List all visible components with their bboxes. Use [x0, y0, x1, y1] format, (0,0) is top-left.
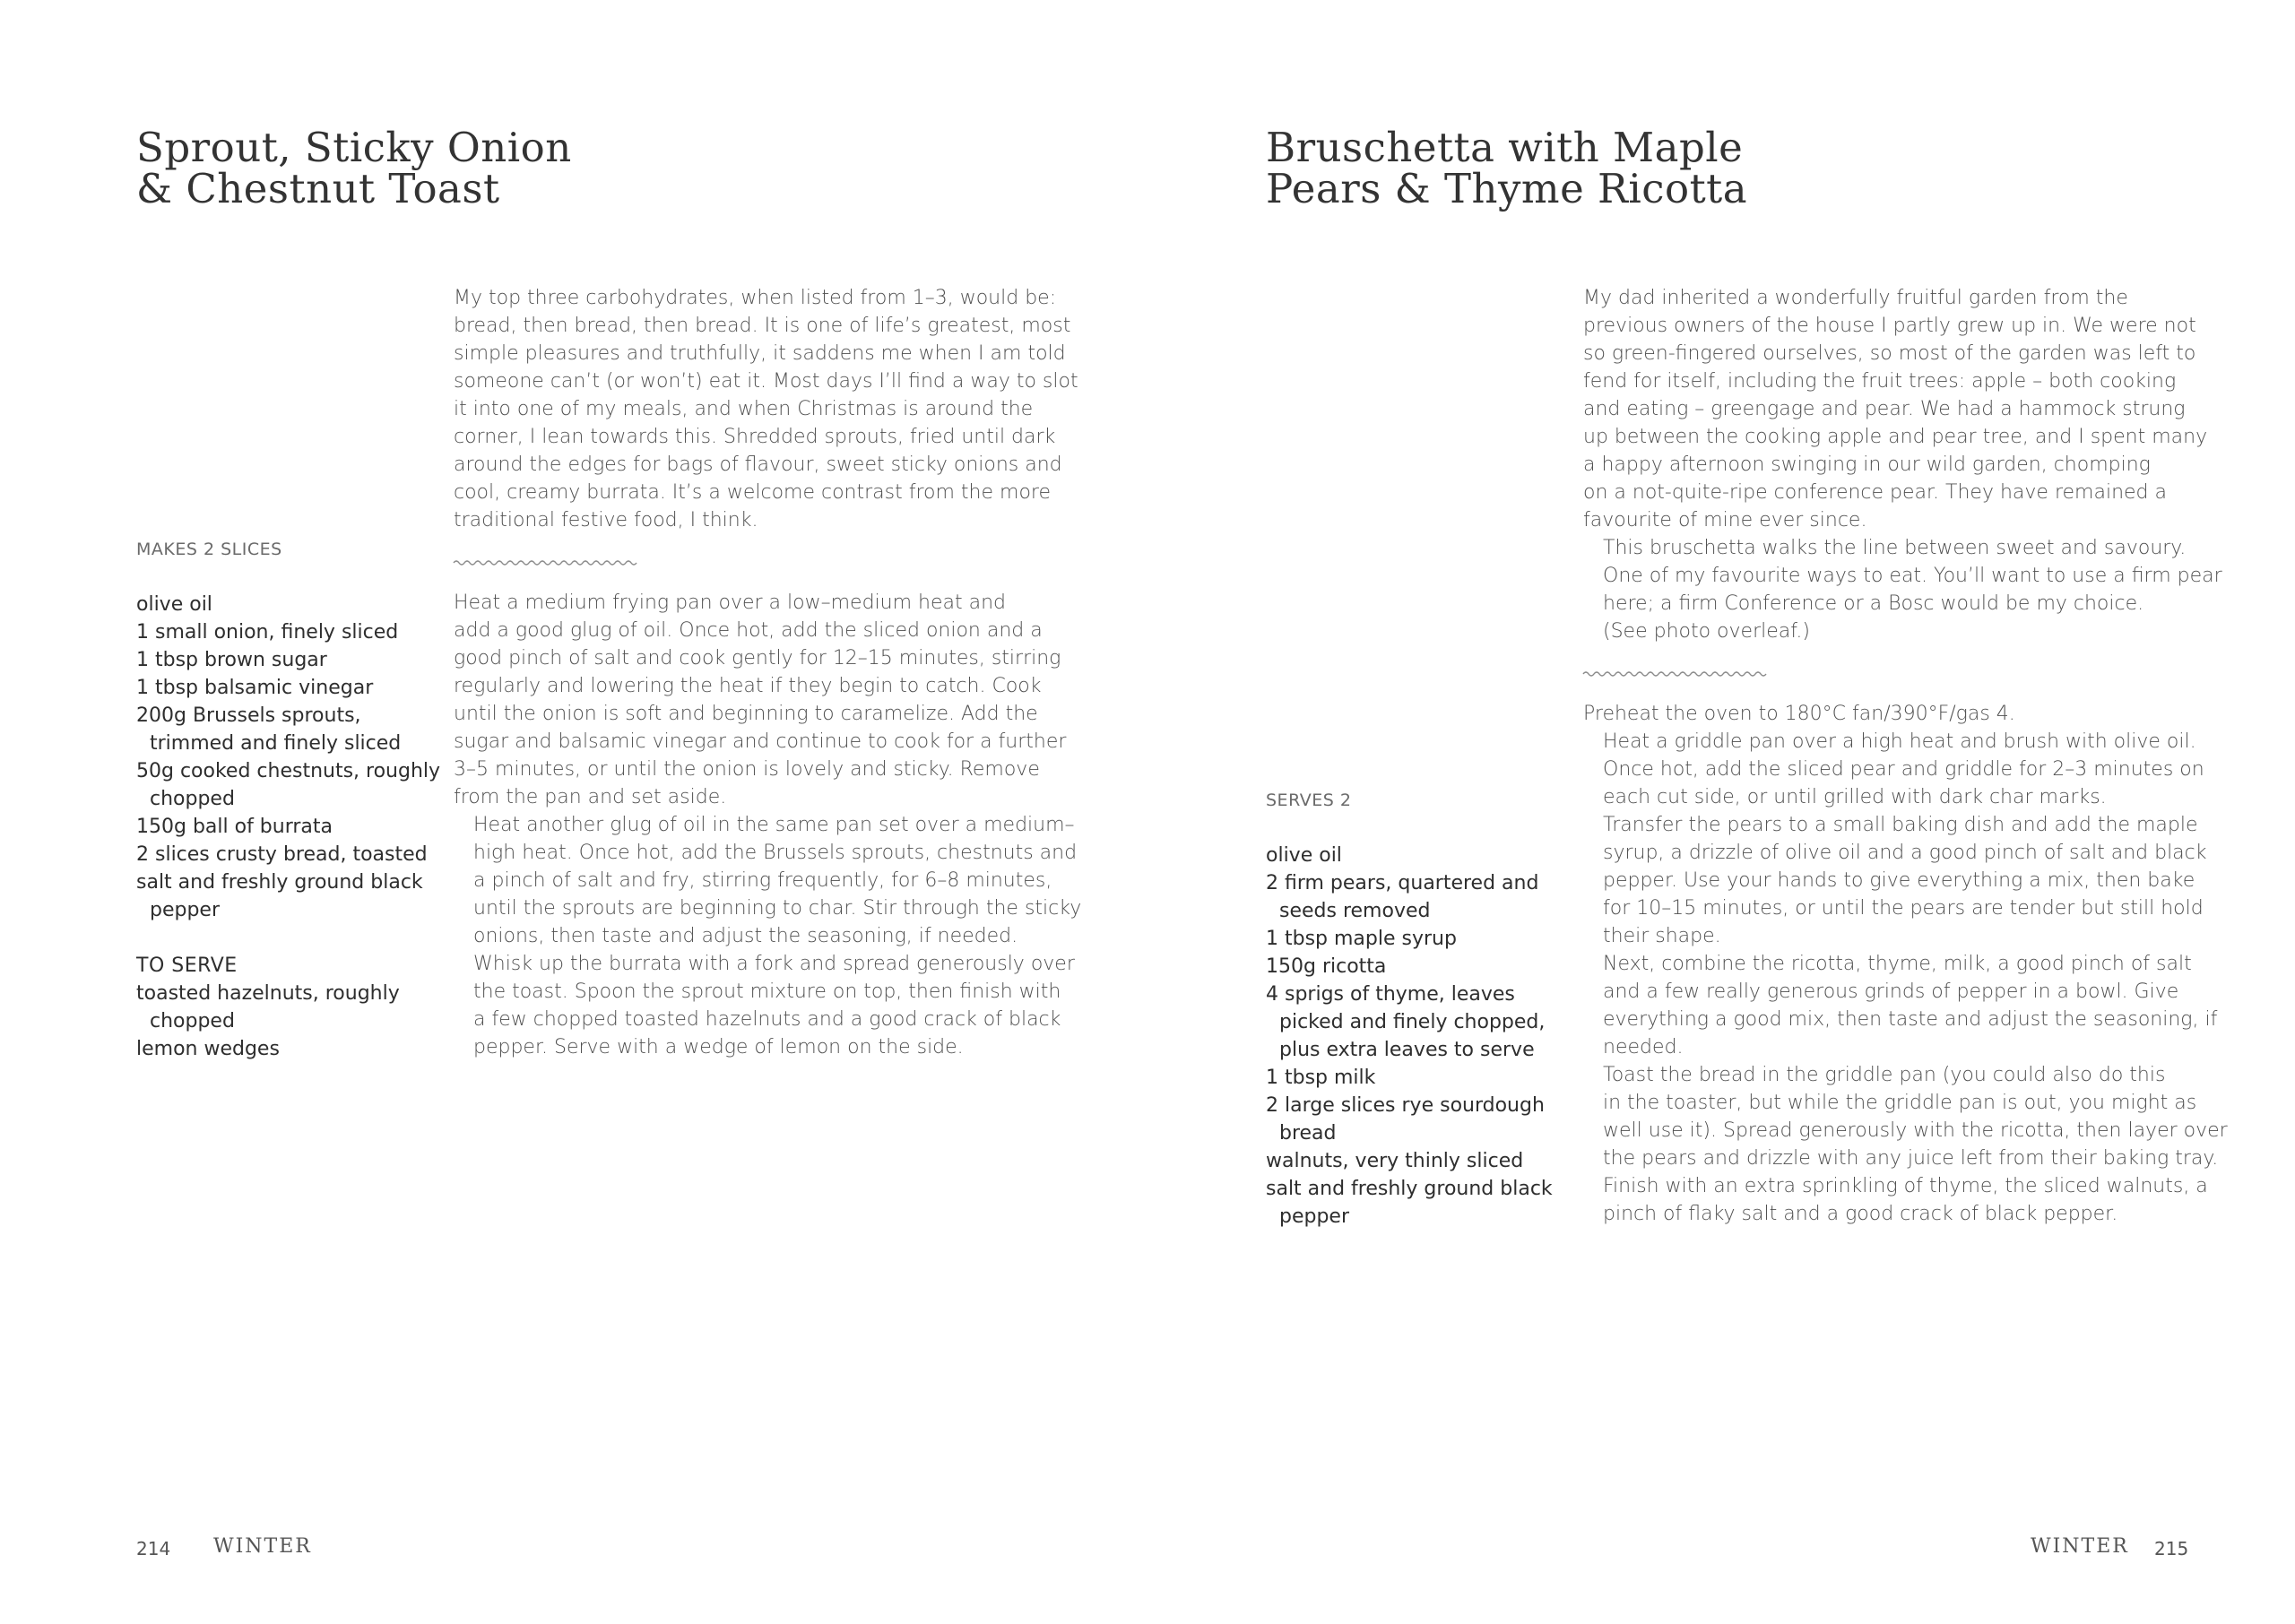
recipe-title [136, 124, 572, 212]
ingredient-item: salt and freshly ground black pepper [1266, 1178, 1553, 1228]
method-paragraph: Transfer the pears to a small baking dish and add the maple syrup, a drizzle of olive oil and a good pinch of salt and black pepper. Use your hands to give everything a mix, then bake for 10–15 minutes, or until the pears are tender but still hold their shape. [1603, 814, 2207, 947]
recipe-method [454, 589, 1082, 1061]
section-name: WINTER [2031, 1535, 2129, 1558]
ingredient-item: 150g ricotta [1266, 955, 1387, 978]
method-paragraph: Heat another glug of oil in the same pan set over a medium– high heat. Once hot, add the Brussels sprouts, chestnuts and a pinch of salt and fry, stirring frequently, for 6–8 minutes, until the sprouts are beginning to char. Stir through the sticky onions, then taste and adjust the seasoning, if needed. [473, 814, 1082, 947]
recipe-title [1266, 124, 1748, 212]
title-line: Bruschetta with Maple [1266, 124, 1744, 171]
to-serve-heading: TO SERVE [136, 955, 238, 977]
recipe-intro [454, 284, 1078, 534]
yield-label: MAKES 2 SLICES [136, 540, 282, 559]
recipe-intro [1583, 284, 2222, 645]
intro-line: cool, creamy burrata. It’s a welcome contrast from the more [454, 481, 1052, 504]
section-name: WINTER [213, 1535, 312, 1558]
ingredient-item: 4 sprigs of thyme, leaves picked and finely chopped, plus extra leaves to serve [1266, 983, 1546, 1061]
ingredient-item: salt and freshly ground black pepper [136, 871, 423, 921]
ingredient-item: 200g Brussels sprouts, trimmed and finely sliced [136, 704, 402, 755]
ingredient-item: walnuts, very thinly sliced [1266, 1150, 1524, 1172]
ingredient-item: 1 tbsp brown sugar [136, 649, 327, 671]
intro-paragraph: (See photo overleaf.) [1603, 620, 1810, 643]
page-number: 215 [2154, 1538, 2189, 1559]
ingredient-item: lemon wedges [136, 1038, 280, 1060]
ingredient-item: toasted hazelnuts, roughly chopped [136, 982, 400, 1032]
intro-line: it into one of my meals, and when Christmas is around the [454, 398, 1034, 420]
intro-line: corner, I lean towards this. Shredded sprouts, fried until dark [454, 426, 1056, 448]
method-paragraph: Heat a medium frying pan over a low–medium heat and add a good glug of oil. Once hot, add the sliced onion and a good pinch of salt and cook gently for 12–15 minutes, stirring regularly and lowering the heat if they begin to catch. Cook until the onion is soft and beginning to caramelize. Add the sugar and balsamic vinegar and continue to cook for a further 3–5 minutes, or until the onion is lovely and sticky. Remove from the pan and set aside. [454, 592, 1067, 808]
squiggle-divider [454, 557, 638, 568]
method-paragraph: Heat a griddle pan over a high heat and brush with olive oil. Once hot, add the sliced pear and griddle for 2–3 minutes on each cut side, or until grilled with dark char marks. [1603, 730, 2204, 808]
intro-line: bread, then bread, then bread. It is one of life’s greatest, most [454, 315, 1071, 337]
intro-line: simple pleasures and truthfully, it saddens me when I am told [454, 342, 1066, 365]
ingredient-item: 1 small onion, finely sliced [136, 621, 399, 644]
method-paragraph: Next, combine the ricotta, thyme, milk, a good pinch of salt and a few really generous grinds of pepper in a bowl. Give everything a good mix, then taste and adjust the seasoning, if needed. [1603, 953, 2218, 1058]
ingredient-item: 2 slices crusty bread, toasted [136, 843, 428, 866]
ingredient-item: 1 tbsp balsamic vinegar [136, 677, 374, 699]
ingredients-list [136, 591, 440, 1063]
intro-line: someone can’t (or won’t) eat it. Most days I’ll find a way to slot [454, 370, 1078, 393]
intro-paragraph [454, 284, 1078, 534]
intro-line: around the edges for bags of flavour, sweet sticky onions and [454, 454, 1062, 476]
ingredients-list [1266, 842, 1553, 1231]
intro-line: traditional festive food, I think. [454, 509, 758, 531]
ingredient-item: 1 tbsp milk [1266, 1067, 1376, 1089]
intro-line: My top three carbohydrates, when listed from 1–3, would be: [454, 287, 1057, 309]
yield-label: SERVES 2 [1266, 790, 1352, 810]
squiggle-divider [1583, 669, 1768, 679]
ingredient-item: 50g cooked chestnuts, roughly chopped [136, 760, 441, 810]
page-number: 214 [136, 1538, 171, 1559]
ingredient-item: 150g ball of burrata [136, 816, 333, 838]
method-paragraph: Toast the bread in the griddle pan (you could also do this in the toaster, but while the griddle pan is out, you might as well use it). Spread generously with the ricotta, then layer over the pears and drizzle with any juice left from their baking tray. Finish with an extra sprinkling of thyme, the sliced walnuts, a pinch of flaky salt and a good crack of black pepper. [1603, 1064, 2228, 1225]
method-paragraph: Preheat the oven to 180°C fan/390°F/gas 4. [1583, 703, 2015, 725]
ingredient-item: 2 large slices rye sourdough bread [1266, 1094, 1545, 1145]
method-paragraph: Whisk up the burrata with a fork and spread generously over the toast. Spoon the sprout mixture on top, then finish with a few chopped toasted hazelnuts and a good crack of black pepper. Serve with a wedge of lemon on the side. [473, 953, 1075, 1058]
ingredient-item: olive oil [1266, 844, 1342, 867]
intro-paragraph: This bruschetta walks the line between sweet and savoury. One of my favourite ways to eat. You’ll want to use a firm pear here; a firm Conference or a Bosc would be my choice. [1603, 537, 2222, 615]
title-line: Pears & Thyme Ricotta [1266, 165, 1748, 212]
title-line: & Chestnut Toast [136, 165, 500, 212]
recipe-method [1583, 700, 2228, 1228]
right-page [1148, 0, 2295, 1624]
ingredient-item: 2 firm pears, quartered and seeds removed [1266, 872, 1539, 922]
ingredient-item: olive oil [136, 593, 212, 616]
intro-paragraph: My dad inherited a wonderfully fruitful garden from the previous owners of the house I partly grew up in. We were not so green-fingered ourselves, so most of the garden was left to fend for itself, including the fruit trees: apple – both cooking and eating – greengage and pear. We had a hammock strung up between the cooking apple and pear tree, and I spent many a happy afternoon swinging in our wild garden, chomping on a not-quite-ripe conference pear. They have remained a favourite of mine ever since. [1583, 287, 2208, 531]
ingredient-item: 1 tbsp maple syrup [1266, 928, 1457, 950]
title-line: Sprout, Sticky Onion [136, 124, 572, 171]
